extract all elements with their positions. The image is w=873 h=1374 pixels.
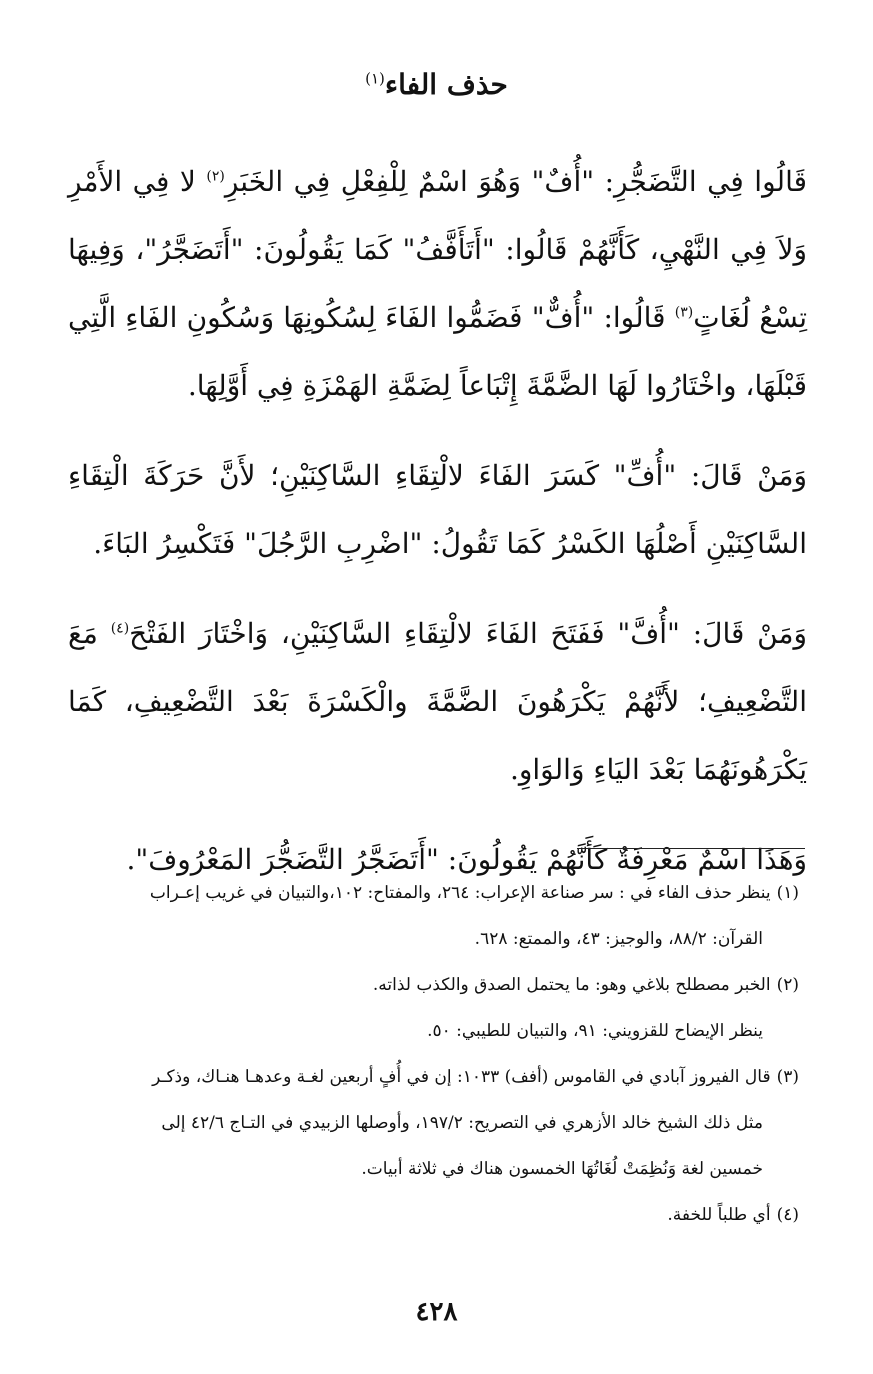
paragraph-3-text-b: مَعَ التَّضْعِيفِ؛ لأَنَّهُمْ يَكْرَهُونَ الضَّمَّةَ والْكَسْرَةَ بَعْدَ التَّضْعِيفِ، كَمَا يَكْرَهُونَهُمَا بَعْدَ اليَاءِ وَالوَاوِ. — [68, 617, 807, 786]
footnote-3-continued: خمسين لغة وَنُظِمَتْ لُغَاتُهَا الخمسون هناك في ثلاثة أبيات. — [361, 1159, 763, 1179]
main-text — [68, 148, 807, 916]
paragraph-1 — [68, 148, 807, 420]
paragraph-2: وَمَنْ قَالَ: "أُفِّ" كَسَرَ الفَاءَ لالْتِقَاءِ السَّاكِنَيْنِ؛ لأَنَّ حَرَكَةَ الْتِقَاءِ السَّاكِنَيْنِ أَصْلُهَا الكَسْرُ كَمَا تَقُولُ: "اضْرِبِ الرَّجُلَ" فَتَكْسِرُ البَاءَ. — [68, 459, 807, 560]
footnote-number: (٤) — [776, 1205, 799, 1225]
footnote-2-continued: ينظر الإيضاح للقزويني: ٩١، والتبيان للطيبي: ٥٠. — [427, 1021, 763, 1041]
footnote-ref-2: (٢) — [206, 168, 225, 185]
title-text: حذف الفاء — [384, 67, 508, 101]
paragraph-1-text-a: قَالُوا فِي التَّضَجُّرِ: "أُفٌ" وَهُوَ اسْمٌ لِلْفِعْلِ فِي الخَبَرِ — [224, 165, 807, 198]
paragraph-1-text-c: قَالُوا: "أُفٌّ" فَضَمُّوا الفَاءَ لِسُكُونِهَا وَسُكُونِ الفَاءِ الَّتِي قَبْلَهَا، واخْتَارُوا لَهَا الضَّمَّةَ إِتْبَاعاً لِضَمَّةِ الهَمْزَةِ فِي أَوَّلِهَا. — [68, 301, 807, 402]
paragraph-1-text-b: لا فِي الأَمْرِ وَلاَ فِي النَّهْيِ، كَأَنَّهُمْ قَالُوا: "أَتَأَفَّفُ" كَمَا يَقُولُونَ: "أَتَضَجَّرُ"، وَفِيهَا تِسْعُ لُغَاتٍ — [68, 165, 807, 334]
page-number: ٤٢٨ — [415, 1297, 458, 1327]
paragraph-3-text-a: وَمَنْ قَالَ: "أُفَّ" فَفَتَحَ الفَاءَ لالْتِقَاءِ السَّاكِنَيْنِ، وَاخْتَارَ الفَتْحَ — [129, 617, 807, 650]
footnote-number: (٣) — [776, 1067, 799, 1087]
footnote-line: أي طلباً للخفة. — [667, 1205, 771, 1225]
title-footnote-ref: (١) — [365, 69, 385, 88]
footnote-divider — [577, 848, 805, 849]
footnote-1-continued: القرآن: ٨٨/٢، والوجيز: ٤٣، والممتع: ٦٢٨. — [474, 929, 763, 949]
footnote-number: (٢) — [776, 975, 799, 995]
chapter-title — [0, 67, 873, 101]
footnote-line: قال الفيروز آبادي في القاموس (أفف) ١٠٣٣: إن في أُفٍ أربعين لغـة وعدهـا هنـاك، وذكـر — [152, 1067, 771, 1087]
footnote-2 — [70, 962, 799, 1008]
footnote-line: ينظر حذف الفاء في : سر صناعة الإعراب: ٢٦٤، والمفتاح: ١٠٢،والتبيان في غريب إعـراب — [149, 883, 771, 903]
footnote-1 — [70, 870, 799, 916]
footnote-ref-4: (٤) — [110, 620, 130, 637]
paragraph-3 — [68, 600, 807, 804]
footnotes — [70, 870, 799, 1238]
paragraph-4: وَهَذَا اسْمٌ مَعْرِفَةٌ كَأَنَّهُمْ يَقُولُونَ: "أَتَضَجَّرُ التَّضَجُّرَ المَعْرُوفَ". — [126, 843, 807, 876]
footnote-3 — [70, 1054, 799, 1100]
footnote-4 — [70, 1192, 799, 1238]
footnote-number: (١) — [776, 883, 799, 903]
footnote-ref-3: (٣) — [674, 304, 694, 321]
footnote-line: الخبر مصطلح بلاغي وهو: ما يحتمل الصدق والكذب لذاته. — [372, 975, 771, 995]
footnote-3-continued: مثل ذلك الشيخ خالد الأزهري في التصريح: ١٩٧/٢، وأوصلها الزبيدي في التـاج ٤٢/٦ إلى — [161, 1113, 763, 1133]
